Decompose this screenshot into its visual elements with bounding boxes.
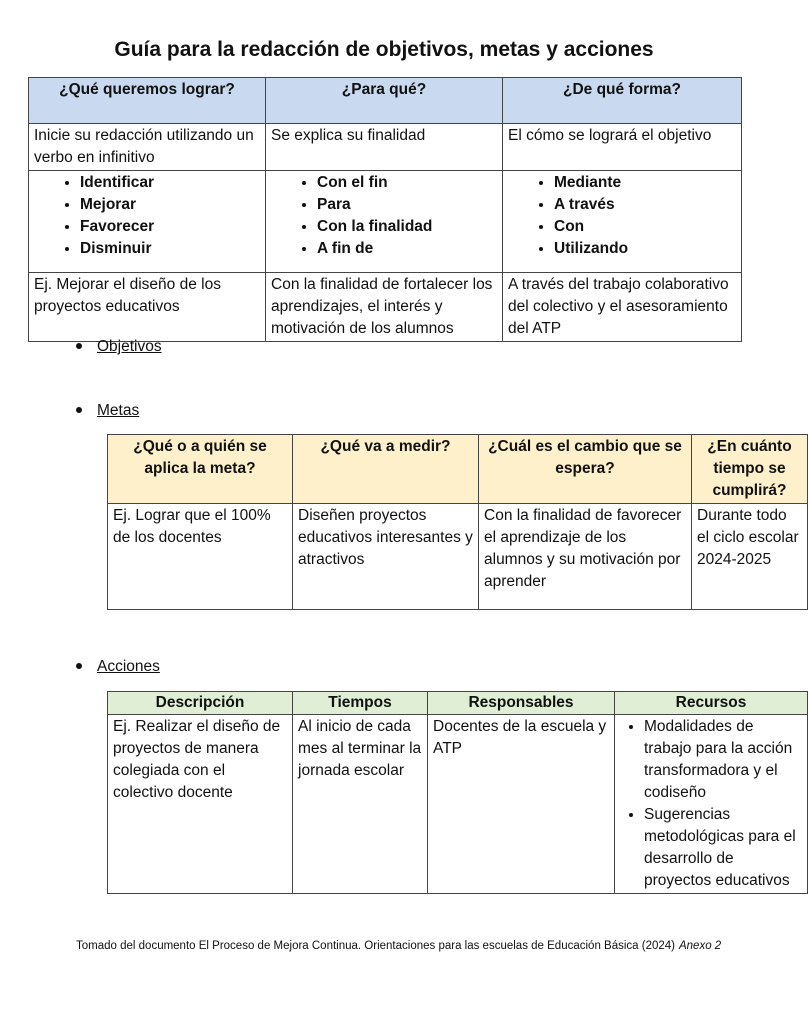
metas-header-row (108, 435, 808, 504)
acciones-cell-responsible: Docentes de la escuela y ATP (428, 715, 615, 894)
acciones-header-responsible: Responsables (428, 692, 615, 715)
table-row (108, 715, 808, 894)
bullet-icon (76, 663, 82, 669)
list-item: • Con el fin (317, 172, 497, 194)
list-item: • Sugerencias metodológicas para el desarrollo de proyectos educativos (644, 804, 802, 892)
metas-header-measure: ¿Qué va a medir? (293, 435, 479, 504)
guide-table (28, 77, 742, 342)
acciones-cell-resources (615, 715, 808, 894)
section-metas (76, 402, 139, 420)
guide-list-means (503, 171, 742, 273)
list-item: • A través (554, 194, 736, 216)
metas-cell-who: Ej. Lograr que el 100% de los docentes (108, 504, 293, 610)
guide-list-verbs (29, 171, 266, 273)
acciones-header-times: Tiempos (293, 692, 428, 715)
acciones-header-row (108, 692, 808, 715)
metas-header-time: ¿En cuánto tiempo se cumplirá? (692, 435, 808, 504)
list-item: • Identificar (80, 172, 260, 194)
list-item: • Disminuir (80, 238, 260, 260)
list-item: • Modalidades de trabajo para la acción transformadora y el codiseño (644, 716, 802, 804)
metas-cell-time: Durante todo el ciclo escolar 2024-2025 (692, 504, 808, 610)
list-item: • Mejorar (80, 194, 260, 216)
section-label: Acciones (97, 658, 160, 675)
metas-cell-change: Con la finalidad de favorecer el aprendizaje de los alumnos y su motivación por aprender (479, 504, 692, 610)
guide-desc-why: Se explica su finalidad (266, 124, 503, 171)
source-footnote (76, 940, 721, 952)
table-row (108, 504, 808, 610)
bullet-icon (76, 343, 82, 349)
guide-description-row (29, 124, 742, 171)
guide-example-why: Con la finalidad de fortalecer los aprendizajes, el interés y motivación de los alumnos (266, 273, 503, 342)
acciones-cell-times: Al inicio de cada mes al terminar la jornada escolar (293, 715, 428, 894)
guide-header-row (29, 78, 742, 124)
guide-list-purpose (266, 171, 503, 273)
list-item: • A fin de (317, 238, 497, 260)
list-item: • Favorecer (80, 216, 260, 238)
guide-list-row (29, 171, 742, 273)
list-item: • Con la finalidad (317, 216, 497, 238)
section-label: Objetivos (97, 338, 162, 355)
guide-header-how: ¿De qué forma? (503, 78, 742, 124)
metas-header-change: ¿Cuál es el cambio que se espera? (479, 435, 692, 504)
acciones-table (107, 691, 808, 894)
section-label: Metas (97, 402, 140, 419)
guide-desc-what: Inicie su redacción utilizando un verbo en infinitivo (29, 124, 266, 171)
guide-example-what: Ej. Mejorar el diseño de los proyectos educativos (29, 273, 266, 342)
list-item: • Con (554, 216, 736, 238)
metas-cell-measure: Diseñen proyectos educativos interesantes y atractivos (293, 504, 479, 610)
acciones-header-description: Descripción (108, 692, 293, 715)
guide-header-what: ¿Qué queremos lograr? (29, 78, 266, 124)
list-item: • Utilizando (554, 238, 736, 260)
guide-header-why: ¿Para qué? (266, 78, 503, 124)
acciones-header-resources: Recursos (615, 692, 808, 715)
footnote-text: Tomado del documento El Proceso de Mejora Continua. Orientaciones para las escuelas de Educación Básica (2024) (76, 940, 675, 952)
document-title: Guía para la redacción de objetivos, metas y acciones (114, 38, 654, 61)
bullet-icon (76, 407, 82, 413)
guide-example-how: A través del trabajo colaborativo del colectivo y el asesoramiento del ATP (503, 273, 742, 342)
list-item: • Mediante (554, 172, 736, 194)
guide-desc-how: El cómo se logrará el objetivo (503, 124, 742, 171)
footnote-annex: Anexo 2 (678, 940, 722, 952)
section-objetivos (76, 338, 162, 356)
metas-table (107, 434, 808, 610)
list-item: • Para (317, 194, 497, 216)
guide-example-row (29, 273, 742, 342)
section-acciones (76, 658, 160, 676)
acciones-cell-description: Ej. Realizar el diseño de proyectos de manera colegiada con el colectivo docente (108, 715, 293, 894)
metas-header-who: ¿Qué o a quién se aplica la meta? (108, 435, 293, 504)
